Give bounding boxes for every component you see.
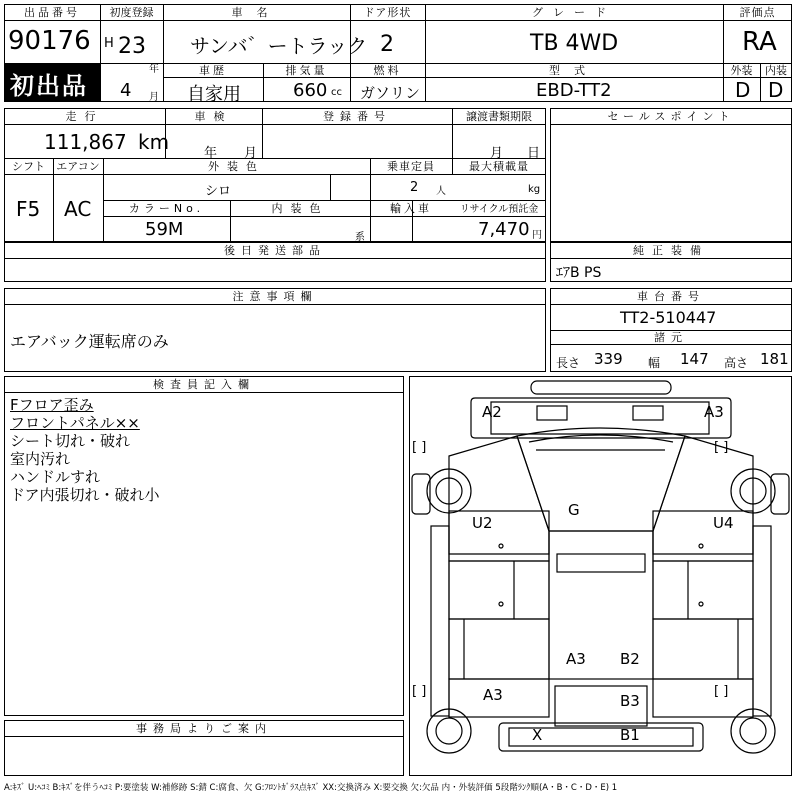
- reg-year: 23: [118, 34, 146, 59]
- equipment-value: ｴｱB PS: [556, 265, 602, 281]
- height-label: 高さ: [724, 356, 749, 370]
- shift-label: シフト: [12, 160, 45, 173]
- car-name: サンバ゛ートラック: [190, 34, 368, 58]
- score-value: RA: [742, 27, 777, 57]
- recycle-unit: 円: [532, 230, 542, 241]
- sales-points-label: セールスポイント: [607, 110, 735, 123]
- history-label: 車歴: [199, 64, 227, 77]
- first-listing-label: 初出品: [10, 72, 88, 100]
- width-value: 147: [680, 350, 709, 368]
- damage-mark-b2: B2: [620, 650, 640, 668]
- ac-label: エアコン: [56, 160, 100, 173]
- mileage-label: 走行: [65, 110, 104, 123]
- mileage-value: 111,867: [44, 130, 127, 154]
- info-table: [4, 108, 546, 242]
- displacement-label: 排気量: [285, 64, 328, 77]
- damage-mark-a3-rear: A3: [483, 686, 503, 704]
- remark-line: Fフロア歪み: [10, 396, 94, 414]
- caution-label: 注意事項欄: [232, 290, 318, 303]
- score-label: 評価点: [739, 6, 776, 19]
- grade-label: グレード: [532, 6, 616, 19]
- damage-mark-u4: U4: [713, 514, 734, 532]
- displacement-unit: cc: [331, 87, 342, 98]
- transfer-month-unit: 月: [490, 146, 504, 161]
- capacity-value: 2: [410, 180, 419, 195]
- length-value: 339: [594, 350, 623, 368]
- damage-mark-g: G: [568, 501, 580, 519]
- width-label: 幅: [648, 356, 661, 370]
- model-value: EBD-TT2: [536, 80, 612, 101]
- inspection-label: 車検: [194, 110, 233, 123]
- car-name-label: 車名: [231, 6, 282, 19]
- sales-points-box: [550, 108, 792, 242]
- transfer-day-unit: 日: [527, 146, 541, 161]
- bracket-marker: [ ]: [412, 440, 427, 455]
- door-value: 2: [380, 32, 394, 57]
- capacity-label: 乗車定員: [387, 160, 435, 173]
- damage-mark-a3-front: A3: [704, 403, 724, 421]
- max-load-label: 最大積載量: [469, 160, 529, 173]
- first-reg-label: 初度登録: [109, 6, 154, 19]
- damage-mark-a3-mid: A3: [566, 650, 586, 668]
- interior-color-suffix: 系: [355, 232, 365, 243]
- remark-line: 室内汚れ: [10, 450, 71, 468]
- shift-value: F5: [16, 197, 41, 221]
- color-value: シロ: [205, 184, 232, 199]
- lot-number-label: 出品番号: [24, 6, 80, 19]
- reg-number-label: 登録番号: [323, 110, 391, 123]
- specs-label: 諸元: [654, 331, 688, 344]
- inspector-label: 検査員記入欄: [153, 378, 255, 391]
- interior-grade: D: [768, 78, 784, 102]
- equipment-label: 純正装備: [633, 244, 709, 257]
- office-label: 事務局よりご案内: [136, 722, 272, 735]
- reg-year-unit: 年: [149, 64, 159, 75]
- remark-line: ハンドルすれ: [10, 468, 101, 486]
- capacity-unit: 人: [436, 186, 446, 197]
- damage-mark-b1: B1: [620, 726, 640, 744]
- later-parts-label: 後日発送部品: [224, 244, 326, 257]
- history-value: 自家用: [187, 84, 241, 105]
- recycle-label: リサイクル預託金: [459, 204, 539, 215]
- bracket-marker: [ ]: [714, 440, 729, 455]
- transfer-docs-label: 譲渡書類期限: [466, 110, 532, 123]
- reg-month: 4: [120, 80, 132, 101]
- displacement-value: 660: [293, 80, 328, 101]
- reg-era: H: [104, 36, 114, 51]
- car-outline-diagram: [409, 376, 792, 776]
- caution-text: エアバック運転席のみ: [10, 332, 169, 351]
- grade-value: TB 4WD: [530, 31, 619, 56]
- reg-month-unit: 月: [149, 92, 159, 103]
- damage-mark-u2: U2: [472, 514, 493, 532]
- chassis-number: TT2-510447: [620, 308, 717, 327]
- import-label: 輸入車: [390, 202, 432, 215]
- remark-line: フロントパネル××: [10, 414, 140, 432]
- interior-color-label: 内装色: [271, 202, 329, 215]
- chassis-label: 車台番号: [637, 290, 705, 303]
- height-value: 181: [760, 350, 789, 368]
- interior-label: 内装: [765, 64, 787, 77]
- color-no-value: 59M: [145, 219, 184, 240]
- recycle-value: 7,470: [478, 219, 530, 240]
- exterior-grade: D: [735, 78, 751, 102]
- exterior-label: 外装: [730, 64, 753, 77]
- door-label: ドア形状: [363, 6, 412, 19]
- fuel-value: ガソリン: [360, 84, 421, 102]
- remark-line: シート切れ・破れ: [10, 432, 131, 450]
- bracket-marker: [ ]: [714, 684, 729, 699]
- model-label: 型式: [549, 64, 599, 77]
- color-no-label: カラーNo.: [128, 202, 205, 215]
- damage-mark-b3: B3: [620, 692, 640, 710]
- damage-mark-a2: A2: [482, 403, 502, 421]
- inspection-year-unit: 年: [204, 146, 218, 161]
- inspection-month-unit: 月: [244, 146, 258, 161]
- color-label: 外装色: [208, 160, 265, 173]
- remark-line: ドア内張切れ・破れ小: [10, 486, 160, 504]
- bracket-marker: [ ]: [412, 684, 427, 699]
- lot-number: 90176: [8, 26, 91, 56]
- length-label: 長さ: [556, 356, 581, 370]
- fuel-label: 燃料: [373, 64, 402, 77]
- legend-text: A:ｷｽﾞ U:ﾍｺﾐ B:ｷｽﾞを伴うﾍｺﾐ P:要塗装 W:補修跡 S:錆 C:腐食、欠 G:ﾌﾛﾝﾄｶﾞﾗｽ点ｷｽﾞ XX:交換済み X:要交換 欠:欠品 内・外装評価 5段階ﾗﾝｸ順(A・B・C・D・E) 1: [4, 783, 618, 793]
- damage-mark-x: X: [532, 726, 543, 744]
- ac-value: AC: [64, 197, 92, 221]
- max-load-unit: kg: [528, 184, 541, 195]
- mileage-unit: km: [138, 130, 170, 154]
